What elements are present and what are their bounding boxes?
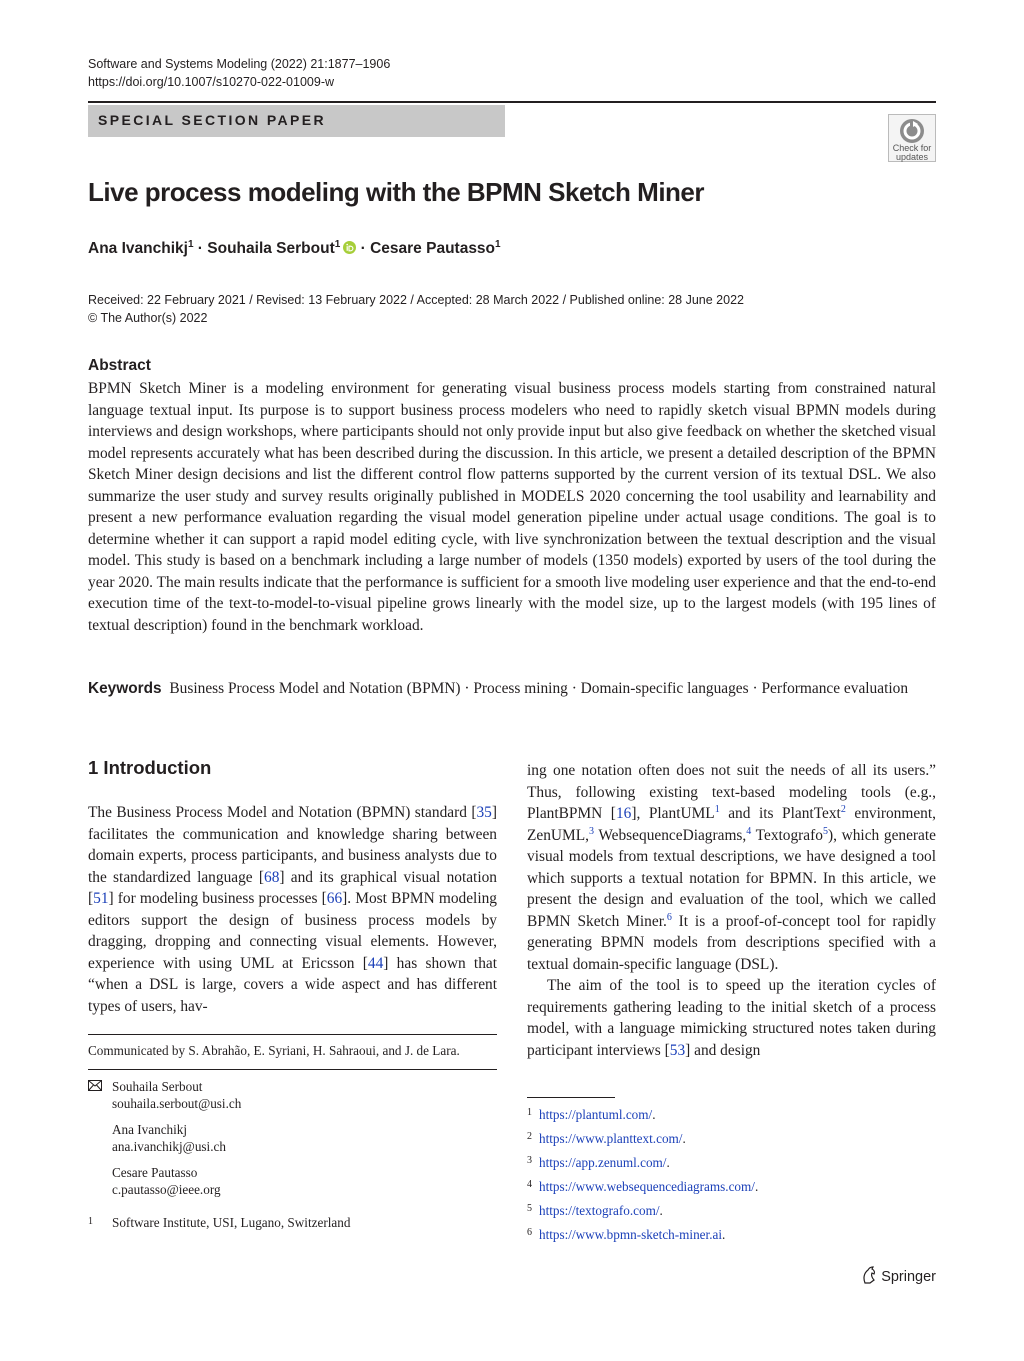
body-text: It is a proof-of-concept tool for rapidly generating BPMN models from descriptions specified with a textual domain-specific language (DSL). xyxy=(527,912,936,973)
footnote-ref[interactable]: 5 xyxy=(822,825,828,837)
keywords-label: Keywords xyxy=(88,680,162,697)
footnote-item: 1 https://plantuml.com/. xyxy=(527,1102,758,1126)
paragraph xyxy=(527,760,936,975)
header-rule xyxy=(88,101,936,103)
abstract-text: BPMN Sketch Miner is a modeling environment for generating visual business process models starting from constrained natural language textual input. Its purpose is to support business process modelers who need to rapidly sketch visual BPMN models during interviews and design workshops, where participants should not only provide input but also give feedback on whether the sketched visual model represents accurately what has been described during the discussion. In this article, we present a detailed description of the BPMN Sketch Miner design decisions and list the different control flow patterns supported by the current version of its textual DSL. We also summarize the user study and survey results originally published in MODELS 2020 concerning the tool usability and learnability and present a new performance evaluation regarding the visual model generation pipeline under actual usage conditions. The goal is to determine whether it can support a rapid model editing cycle, with live synchronization between the textual description and the visual model. This study is based on a benchmark including a large number of models (1350 models) exported by users of the tool during the year 2020. The main results indicate that the performance is sufficient for a smooth live modeling user experience and that the end-to-end execution time of the text-to-model-to-visual pipeline grows linearly with the model size, up to the largest models (with 195 lines of textual description) found in the benchmark workload. xyxy=(88,380,936,634)
contact-email[interactable]: c.pautasso@ieee.org xyxy=(112,1182,221,1197)
footnote-number: 5 xyxy=(527,1203,532,1214)
body-text: environment, ZenUML, xyxy=(527,805,936,844)
citation-link[interactable]: 44 xyxy=(367,954,384,972)
citation-link[interactable]: 68 xyxy=(264,868,280,886)
footnote-item: 6 https://www.bpmn-sketch-miner.ai. xyxy=(527,1222,758,1246)
footnote-link[interactable]: https://www.planttext.com/ xyxy=(539,1131,683,1146)
footnote-item: 2 https://www.planttext.com/. xyxy=(527,1126,758,1150)
body-text: ), which generate visual models from textual descriptions, we have designed a tool which supports a textual notation for BPMN. In this article, we present the design and evaluation of the tool, which we called BPMN Sketch Miner. xyxy=(527,826,936,930)
check-for-updates-badge[interactable] xyxy=(888,114,936,162)
check-updates-icon xyxy=(899,118,925,144)
author-affiliation: 1 xyxy=(495,239,501,250)
author-name[interactable]: Ana Ivanchikj xyxy=(88,240,188,258)
body-text: ] and its graphical visual notation [ xyxy=(88,868,498,907)
footnote-number: 3 xyxy=(527,1155,532,1166)
author-list xyxy=(88,239,501,258)
body-text: Textografo xyxy=(751,826,823,844)
footnote-link[interactable]: https://www.bpmn-sketch-miner.ai xyxy=(539,1227,723,1242)
contact-entry xyxy=(88,1121,241,1155)
footnotes xyxy=(527,1102,758,1246)
footnote-divider xyxy=(88,1034,497,1035)
section-heading-introduction: 1 Introduction xyxy=(88,757,212,778)
body-text: ]. Most BPMN modeling editors support the design of business process models by dragging, dropping and connecting visual elements. However, experience with using UML at Ericsson [ xyxy=(88,890,497,972)
doi-link[interactable]: https://doi.org/10.1007/s10270-022-01009-w xyxy=(88,75,335,89)
body-text: ] has shown that “when a DSL is large, covers a wide aspect and has different types of users, hav- xyxy=(88,954,497,1015)
footnote-number: 1 xyxy=(527,1107,532,1118)
contact-name: Souhaila Serbout xyxy=(112,1079,203,1094)
affiliation xyxy=(88,1215,350,1231)
body-text: and its PlantText xyxy=(719,805,841,822)
contact-name: Ana Ivanchikj xyxy=(112,1122,188,1137)
author-name[interactable]: Cesare Pautasso xyxy=(370,240,496,258)
section-label: SPECIAL SECTION PAPER xyxy=(98,112,327,128)
footnote-item: 5 https://textografo.com/. xyxy=(527,1198,758,1222)
publisher-logo xyxy=(861,1266,936,1285)
citation-link[interactable]: 35 xyxy=(476,804,492,821)
author-separator: · xyxy=(356,240,371,258)
citation-link[interactable]: 16 xyxy=(615,805,632,822)
footnote-link[interactable]: https://plantuml.com/ xyxy=(539,1107,653,1122)
keywords-text: Business Process Model and Notation (BPMN) · Process mining · Domain-specific languages · Performance evaluation xyxy=(169,680,909,697)
check-updates-label: Check for updates xyxy=(892,143,932,162)
copyright-line: © The Author(s) 2022 xyxy=(88,311,208,325)
body-text: The aim of the tool is to speed up the iteration cycles of requirements gathering leading to the initial sketch of a process model, with a language mimicking structured notes taken during participant interviews [ xyxy=(527,977,936,1059)
footnote-number: 6 xyxy=(527,1227,532,1238)
body-text: ] and design xyxy=(685,1041,761,1059)
footnote-number: 4 xyxy=(527,1179,532,1190)
paragraph xyxy=(527,975,936,1061)
author-affiliation: 1 xyxy=(187,239,194,250)
orcid-icon[interactable] xyxy=(343,241,356,254)
citation-link[interactable]: 66 xyxy=(326,890,343,907)
footnote-ref[interactable]: 2 xyxy=(840,803,846,815)
body-text: The Business Process Model and Notation (BPMN) standard [ xyxy=(88,804,477,821)
footnote-link[interactable]: https://www.websequencediagrams.com/ xyxy=(539,1179,755,1194)
history-line: Received: 22 February 2021 / Revised: 13 February 2022 / Accepted: 28 March 2022 / Published online: 28 June 2022 xyxy=(88,293,744,307)
footnote-ref[interactable]: 6 xyxy=(666,911,672,923)
footnote-link[interactable]: https://app.zenuml.com/ xyxy=(539,1155,667,1170)
footnote-number: 2 xyxy=(527,1131,532,1142)
introduction-column-1 xyxy=(88,802,497,1017)
communicated-by: Communicated by S. Abrahão, E. Syriani, H. Sahraoui, and J. de Lara. xyxy=(88,1043,460,1058)
affiliation-text: Software Institute, USI, Lugano, Switzerland xyxy=(112,1215,351,1230)
body-text: ] for modeling business processes [ xyxy=(108,890,327,907)
contact-email[interactable]: souhaila.serbout@usi.ch xyxy=(112,1096,242,1111)
paper-title: Live process modeling with the BPMN Sketch Miner xyxy=(88,177,705,207)
contact-email[interactable]: ana.ivanchikj@usi.ch xyxy=(112,1139,226,1154)
footnote-item: 4 https://www.websequencediagrams.com/. xyxy=(527,1174,758,1198)
journal-info xyxy=(88,55,390,91)
footnote-ref[interactable]: 1 xyxy=(714,803,720,815)
publication-dates xyxy=(88,291,744,327)
author-name[interactable]: Souhaila Serbout xyxy=(207,240,335,258)
footnote-link[interactable]: https://textografo.com/ xyxy=(539,1203,660,1218)
abstract-heading: Abstract xyxy=(88,357,151,374)
springer-horse-icon xyxy=(861,1266,877,1284)
corresponding-contacts xyxy=(88,1078,241,1207)
body-text: ], PlantUML xyxy=(631,805,715,822)
author-affiliation: 1 xyxy=(334,239,341,250)
footnote-divider xyxy=(527,1097,615,1098)
footnote-item: 3 https://app.zenuml.com/. xyxy=(527,1150,758,1174)
author-separator: · xyxy=(193,240,208,258)
footnote-ref[interactable]: 3 xyxy=(588,825,594,837)
contact-name: Cesare Pautasso xyxy=(112,1165,198,1180)
body-text: WebsequenceDiagrams, xyxy=(593,826,747,844)
keywords xyxy=(88,678,936,700)
body-text: ing one notation often does not suit the needs of all its users.” Thus, following existing text-based modeling tools (e.g., PlantBPMN [ xyxy=(527,762,936,822)
body-text: ] facilitates the communication and knowledge sharing between domain experts, process participants, and business analysts due to the standardized language [ xyxy=(88,804,497,886)
publisher-name: Springer xyxy=(881,1269,936,1285)
footnote-ref[interactable]: 4 xyxy=(746,825,752,837)
contact-entry xyxy=(88,1078,241,1112)
envelope-icon xyxy=(88,1080,102,1091)
citation-link[interactable]: 51 xyxy=(93,890,109,907)
citation-link[interactable]: 53 xyxy=(669,1041,686,1059)
contact-entry xyxy=(88,1164,241,1198)
footnote-divider xyxy=(88,1069,497,1070)
affiliation-number: 1 xyxy=(88,1216,93,1227)
introduction-column-2 xyxy=(527,760,936,1061)
journal-citation: Software and Systems Modeling (2022) 21:1877–1906 xyxy=(88,57,391,71)
section-banner xyxy=(88,105,505,137)
